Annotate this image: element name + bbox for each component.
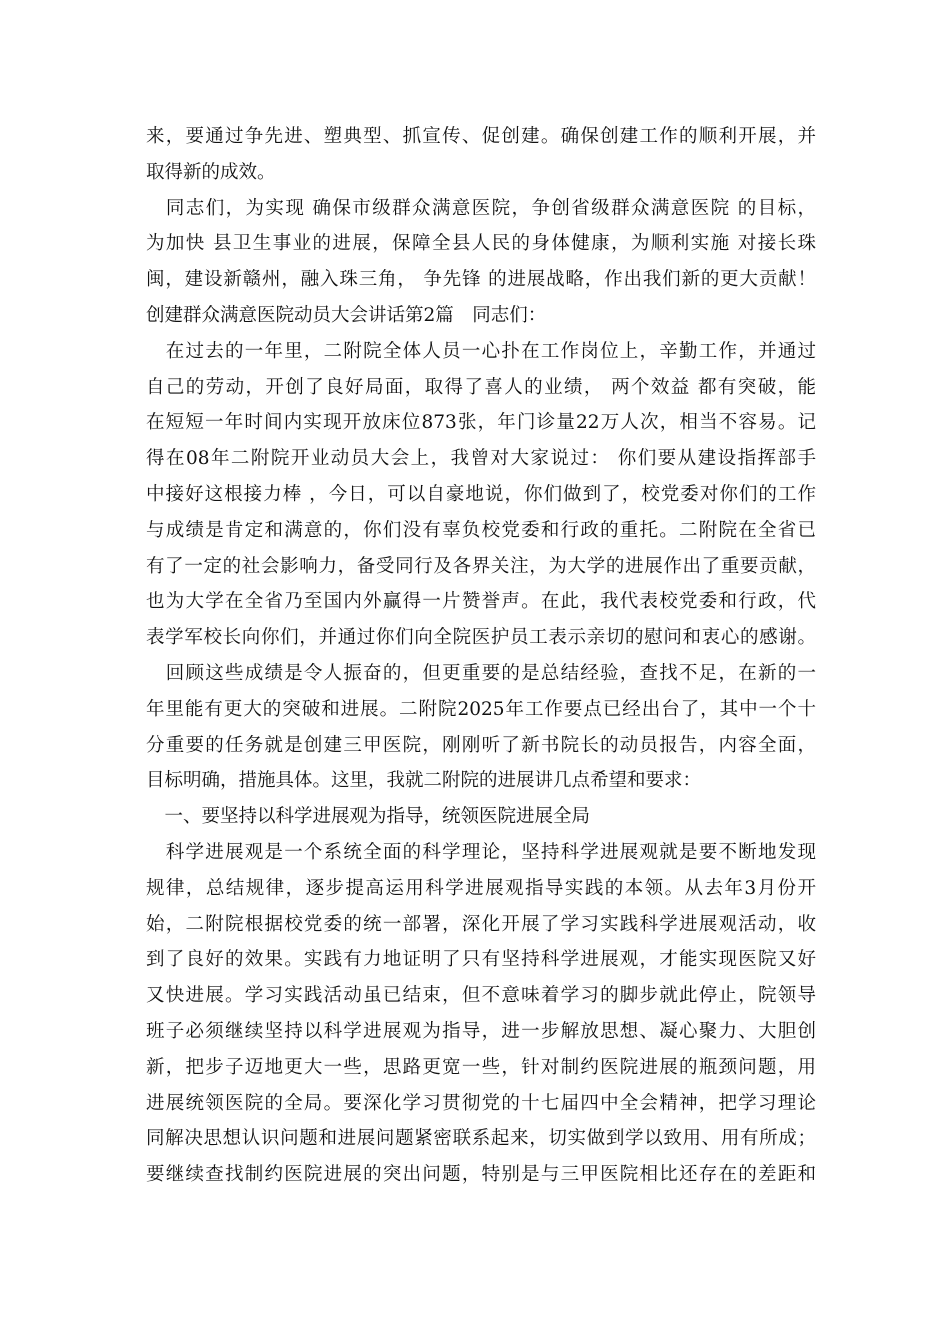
text-line: 中接好这根接力棒 ，今日，可以自豪地说，你们做到了，校党委对你们的工作 <box>146 483 816 505</box>
text-line: 创建群众满意医院动员大会讲话第2篇 同志们： <box>146 304 547 326</box>
text-line: 也为大学在全省乃至国内外赢得一片赞誉声。在此，我代表校党委和行政，代 <box>146 591 816 613</box>
text-line: 目标明确，措施具体。这里，我就二附院的进展讲几点希望和要求： <box>146 770 702 792</box>
text-line: 科学进展观是一个系统全面的科学理论，坚持科学进展观就是要不断地发现 <box>146 841 816 863</box>
text-line: 有了一定的社会影响力，备受同行及各界关注，为大学的进展作出了重要贡献， <box>146 555 816 577</box>
text-line: 年里能有更大的突破和进展。二附院2025年工作要点已经出台了，其中一个十 <box>146 698 816 720</box>
text-line: 为加快 县卫生事业的进展，保障全县人民的身体健康，为顺利实施 对接长珠 <box>146 233 816 255</box>
text-line: 到了良好的效果。实践有力地证明了只有坚持科学进展观，才能实现医院又好 <box>146 949 816 971</box>
text-line: 在短短一年时间内实现开放床位873张，年门诊量22万人次，相当不容易。记 <box>146 412 816 434</box>
text-line: 与成绩是肯定和满意的，你们没有辜负校党委和行政的重托。二附院在全省已 <box>146 519 816 541</box>
text-line: 又快进展。学习实践活动虽已结束，但不意味着学习的脚步就此停止，院领导 <box>146 985 816 1007</box>
section-heading: 一、要坚持以科学进展观为指导，统领医院进展全局 <box>146 806 591 828</box>
text-line: 来，要通过争先进、塑典型、抓宣传、促创建。确保创建工作的顺利开展，并 <box>146 126 816 147</box>
text-line: 规律，总结规律，逐步提高运用科学进展观指导实践的本领。从去年3月份开 <box>146 877 816 899</box>
document-body <box>146 119 816 1193</box>
text-line: 回顾这些成绩是令人振奋的，但更重要的是总结经验，查找不足，在新的一 <box>146 662 816 684</box>
text-line: 进展统领医院的全局。要深化学习贯彻党的十七届四中全会精神，把学习理论 <box>146 1092 816 1114</box>
text-line: 闽，建设新赣州，融入珠三角， 争先锋 的进展战略，作出我们新的更大贡献！ <box>146 269 816 291</box>
text-line: 取得新的成效。 <box>146 161 276 183</box>
text-line: 始，二附院根据校党委的统一部署，深化开展了学习实践科学进展观活动，收 <box>146 913 816 935</box>
text-line: 要继续查找制约医院进展的突出问题，特别是与三甲医院相比还存在的差距和 <box>146 1164 816 1186</box>
text-line: 自己的劳动，开创了良好局面，取得了喜人的业绩， 两个效益 都有突破，能 <box>146 376 816 398</box>
text-line: 得在08年二附院开业动员大会上，我曾对大家说过： 你们要从建设指挥部手 <box>146 448 816 470</box>
text-line: 分重要的任务就是创建三甲医院，刚刚听了新书院长的动员报告，内容全面， <box>146 734 816 756</box>
text-line: 在过去的一年里，二附院全体人员一心扑在工作岗位上，辛勤工作，并通过 <box>146 340 816 362</box>
text-line: 同解决思想认识问题和进展问题紧密联系起来，切实做到学以致用、用有所成； <box>146 1128 816 1150</box>
text-line: 表学军校长向你们，并通过你们向全院医护员工表示亲切的慰问和衷心的感谢。 <box>146 627 816 649</box>
text-line: 班子必须继续坚持以科学进展观为指导，进一步解放思想、凝心聚力、大胆创 <box>146 1020 816 1042</box>
text-line: 同志们，为实现 确保市级群众满意医院，争创省级群众满意医院 的目标， <box>146 197 816 219</box>
text-line: 新，把步子迈地更大一些，思路更宽一些，针对制约医院进展的瓶颈问题，用 <box>146 1056 816 1078</box>
